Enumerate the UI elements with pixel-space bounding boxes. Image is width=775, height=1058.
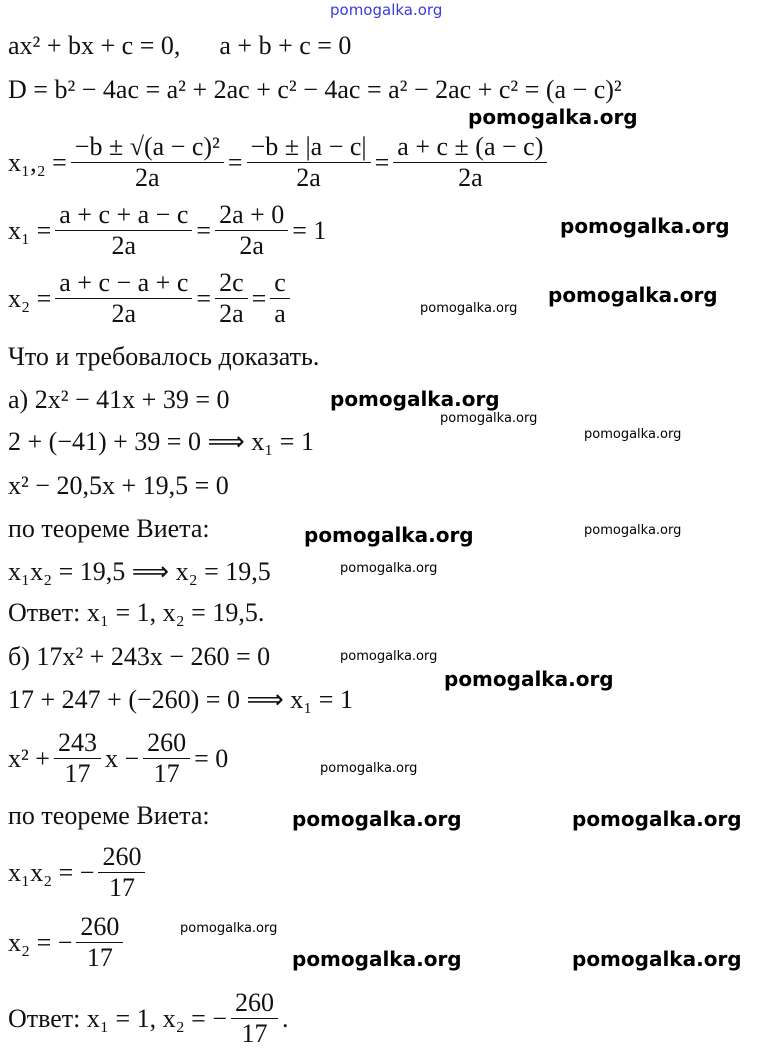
fraction [71, 132, 224, 193]
equals: = [196, 283, 212, 313]
lhs: x₁x₂ = − [8, 857, 95, 887]
numerator: a + c + a − c [55, 200, 192, 231]
term: = 0 [194, 743, 229, 773]
equals: = [227, 147, 243, 177]
fraction [231, 988, 278, 1049]
fraction [55, 268, 192, 329]
watermark: pomogalka.org [180, 921, 278, 936]
lhs: x₂ = − [8, 927, 73, 957]
watermark: pomogalka.org [548, 283, 718, 307]
part-b-reduced [8, 728, 228, 789]
fraction [54, 728, 101, 789]
watermark: pomogalka.org [292, 947, 462, 971]
lhs: x₁,₂ = [8, 147, 67, 177]
watermark: pomogalka.org [468, 105, 638, 129]
numerator: 243 [54, 728, 101, 759]
proof-conclusion: Что и требовалось доказать. [8, 342, 320, 371]
fraction [270, 268, 290, 329]
fraction [215, 200, 288, 261]
denominator: 2a [111, 231, 137, 260]
part-b-check: 17 + 247 + (−260) = 0 ⟹ x₁ = 1 [8, 685, 353, 714]
watermark: pomogalka.org [584, 427, 682, 442]
fraction [215, 268, 248, 329]
proof-line-2: D = b² − 4ac = a² + 2ac + c² − 4ac = a² − 2ac + c² = (a − c)² [8, 75, 622, 104]
part-b-equation: б) 17x² + 243x − 260 = 0 [8, 642, 271, 671]
fraction [76, 912, 123, 973]
fraction [55, 200, 192, 261]
watermark: pomogalka.org [572, 807, 742, 831]
lhs: x₂ = [8, 283, 52, 313]
watermark: pomogalka.org [340, 561, 438, 576]
fraction [98, 842, 145, 903]
lhs: x₁ = [8, 215, 52, 245]
denominator: a [274, 299, 286, 328]
watermark: pomogalka.org [420, 301, 518, 316]
denominator: 2a [135, 163, 160, 192]
proof-line-3 [8, 132, 551, 193]
part-a-vieta-label: по теореме Виета: [8, 514, 210, 543]
denominator: 17 [108, 873, 135, 902]
fraction [247, 132, 371, 193]
watermark: pomogalka.org [292, 807, 462, 831]
denominator: 17 [241, 1019, 268, 1048]
numerator: 260 [98, 842, 145, 873]
part-b-vieta-label: по теореме Виета: [8, 801, 210, 830]
numerator: 260 [231, 988, 278, 1019]
part-b-x2 [8, 912, 127, 973]
part-a-answer: Ответ: x₁ = 1, x₂ = 19,5. [8, 598, 265, 627]
equals: = [196, 215, 212, 245]
numerator: 2a + 0 [215, 200, 288, 231]
term: x − [104, 743, 140, 773]
numerator: −b ± |a − c| [247, 132, 371, 163]
proof-line-5 [8, 268, 294, 329]
denominator: 2a [458, 163, 483, 192]
denominator: 2a [239, 231, 264, 260]
denominator: 17 [153, 759, 180, 788]
watermark: pomogalka.org [572, 947, 742, 971]
watermark: pomogalka.org [584, 523, 682, 538]
watermark: pomogalka.org [560, 214, 730, 238]
denominator: 17 [86, 943, 113, 972]
denominator: 2a [219, 299, 244, 328]
watermark: pomogalka.org [440, 411, 538, 426]
numerator: −b ± √(a − c)² [71, 132, 224, 163]
equals: = [251, 283, 267, 313]
part-a-vieta: x₁x₂ = 19,5 ⟹ x₂ = 19,5 [8, 557, 271, 586]
equals: = [374, 147, 390, 177]
part-a-check: 2 + (−41) + 39 = 0 ⟹ x₁ = 1 [8, 427, 314, 456]
period: . [282, 1003, 289, 1033]
part-b-answer [8, 988, 289, 1049]
term: x² + [8, 743, 50, 773]
part-b-vieta [8, 842, 149, 903]
numerator: a + c − a + c [55, 268, 192, 299]
denominator: 17 [64, 759, 91, 788]
numerator: 260 [143, 728, 190, 759]
proof-line-1: ax² + bx + c = 0, a + b + c = 0 [8, 31, 352, 60]
fraction [143, 728, 190, 789]
denominator: 2a [111, 299, 137, 328]
fraction [393, 132, 547, 193]
part-a-reduced: x² − 20,5x + 19,5 = 0 [8, 471, 229, 500]
denominator: 2a [296, 163, 321, 192]
watermark: pomogalka.org [304, 523, 474, 547]
part-a-equation: а) 2x² − 41x + 39 = 0 [8, 385, 230, 414]
lhs: Ответ: x₁ = 1, x₂ = − [8, 1003, 228, 1033]
proof-line-4 [8, 200, 326, 261]
numerator: a + c ± (a − c) [393, 132, 547, 163]
watermark: pomogalka.org [340, 649, 438, 664]
numerator: 2c [215, 268, 248, 299]
watermark: pomogalka.org [330, 387, 500, 411]
watermark: pomogalka.org [444, 667, 614, 691]
watermark-top: pomogalka.org [330, 1, 443, 19]
numerator: 260 [76, 912, 123, 943]
watermark: pomogalka.org [320, 761, 418, 776]
rhs: = 1 [292, 215, 327, 245]
numerator: c [270, 268, 290, 299]
